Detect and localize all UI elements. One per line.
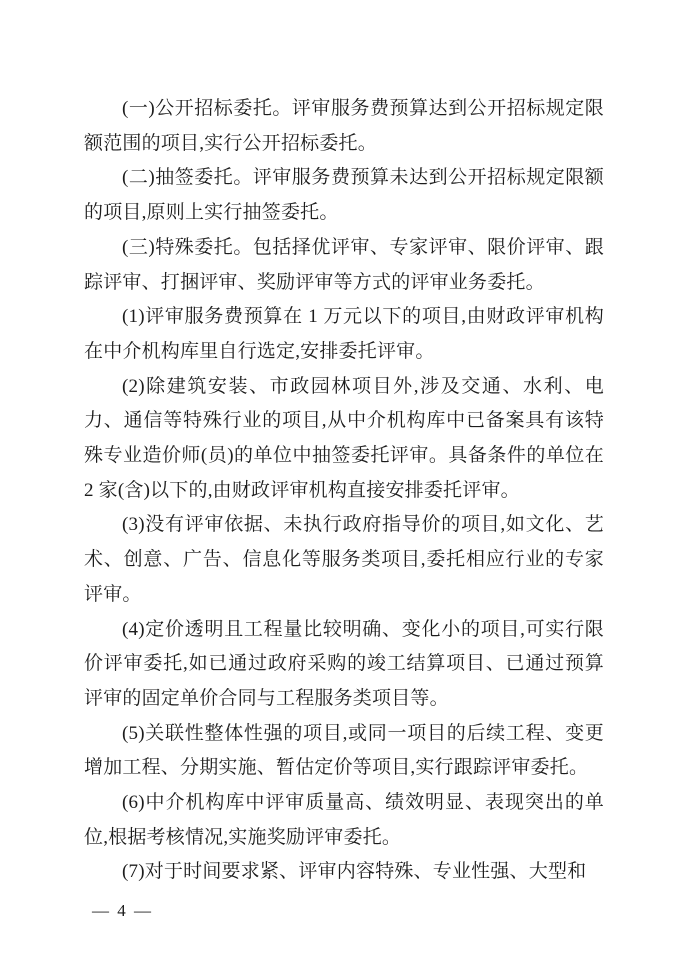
paragraph-item-5: (5)关联性整体性强的项目,或同一项目的后续工程、变更增加工程、分期实施、暂估定价等项目,实行跟踪评审委托。 (84, 722, 604, 779)
document-body (84, 92, 604, 890)
paragraph-item-1: (1)评审服务费预算在 1 万元以下的项目,由财政评审机构在中介机构库里自行选定,安排委托评审。 (84, 306, 604, 362)
paragraph-item-6: (6)中介机构库中评审质量高、绩效明显、表现突出的单位,根据考核情况,实施奖励评审委托。 (84, 792, 604, 848)
paragraph-item-3: (3)没有评审依据、未执行政府指导价的项目,如文化、艺术、创意、广告、信息化等服务类项目,委托相应行业的专家评审。 (84, 514, 604, 605)
paragraph-lottery-delegation: (二)抽签委托。评审服务费预算未达到公开招标规定限额的项目,原则上实行抽签委托。 (84, 167, 604, 224)
paragraph-item-2: (2)除建筑安装、市政园林项目外,涉及交通、水利、电力、通信等特殊行业的项目,从中介机构库中已备案具有该特殊专业造价师(员)的单位中抽签委托评审。具备条件的单位在 2 家(含)以下的,由财政评审机构直接安排委托评审。 (84, 375, 604, 501)
paragraph-special-delegation: (三)特殊委托。包括择优评审、专家评审、限价评审、跟踪评审、打捆评审、奖励评审等方式的评审业务委托。 (84, 236, 604, 293)
paragraph-item-4: (4)定价透明且工程量比较明确、变化小的项目,可实行限价评审委托,如已通过政府采购的竣工结算项目、已通过预算评审的固定单价合同与工程服务类项目等。 (84, 618, 604, 709)
page-number: — 4 — (92, 901, 153, 920)
paragraph-open-bidding-delegation: (一)公开招标委托。评审服务费预算达到公开招标规定限额范围的项目,实行公开招标委托。 (84, 98, 604, 154)
paragraph-item-7: (7)对于时间要求紧、评审内容特殊、专业性强、大型和 (122, 861, 587, 883)
